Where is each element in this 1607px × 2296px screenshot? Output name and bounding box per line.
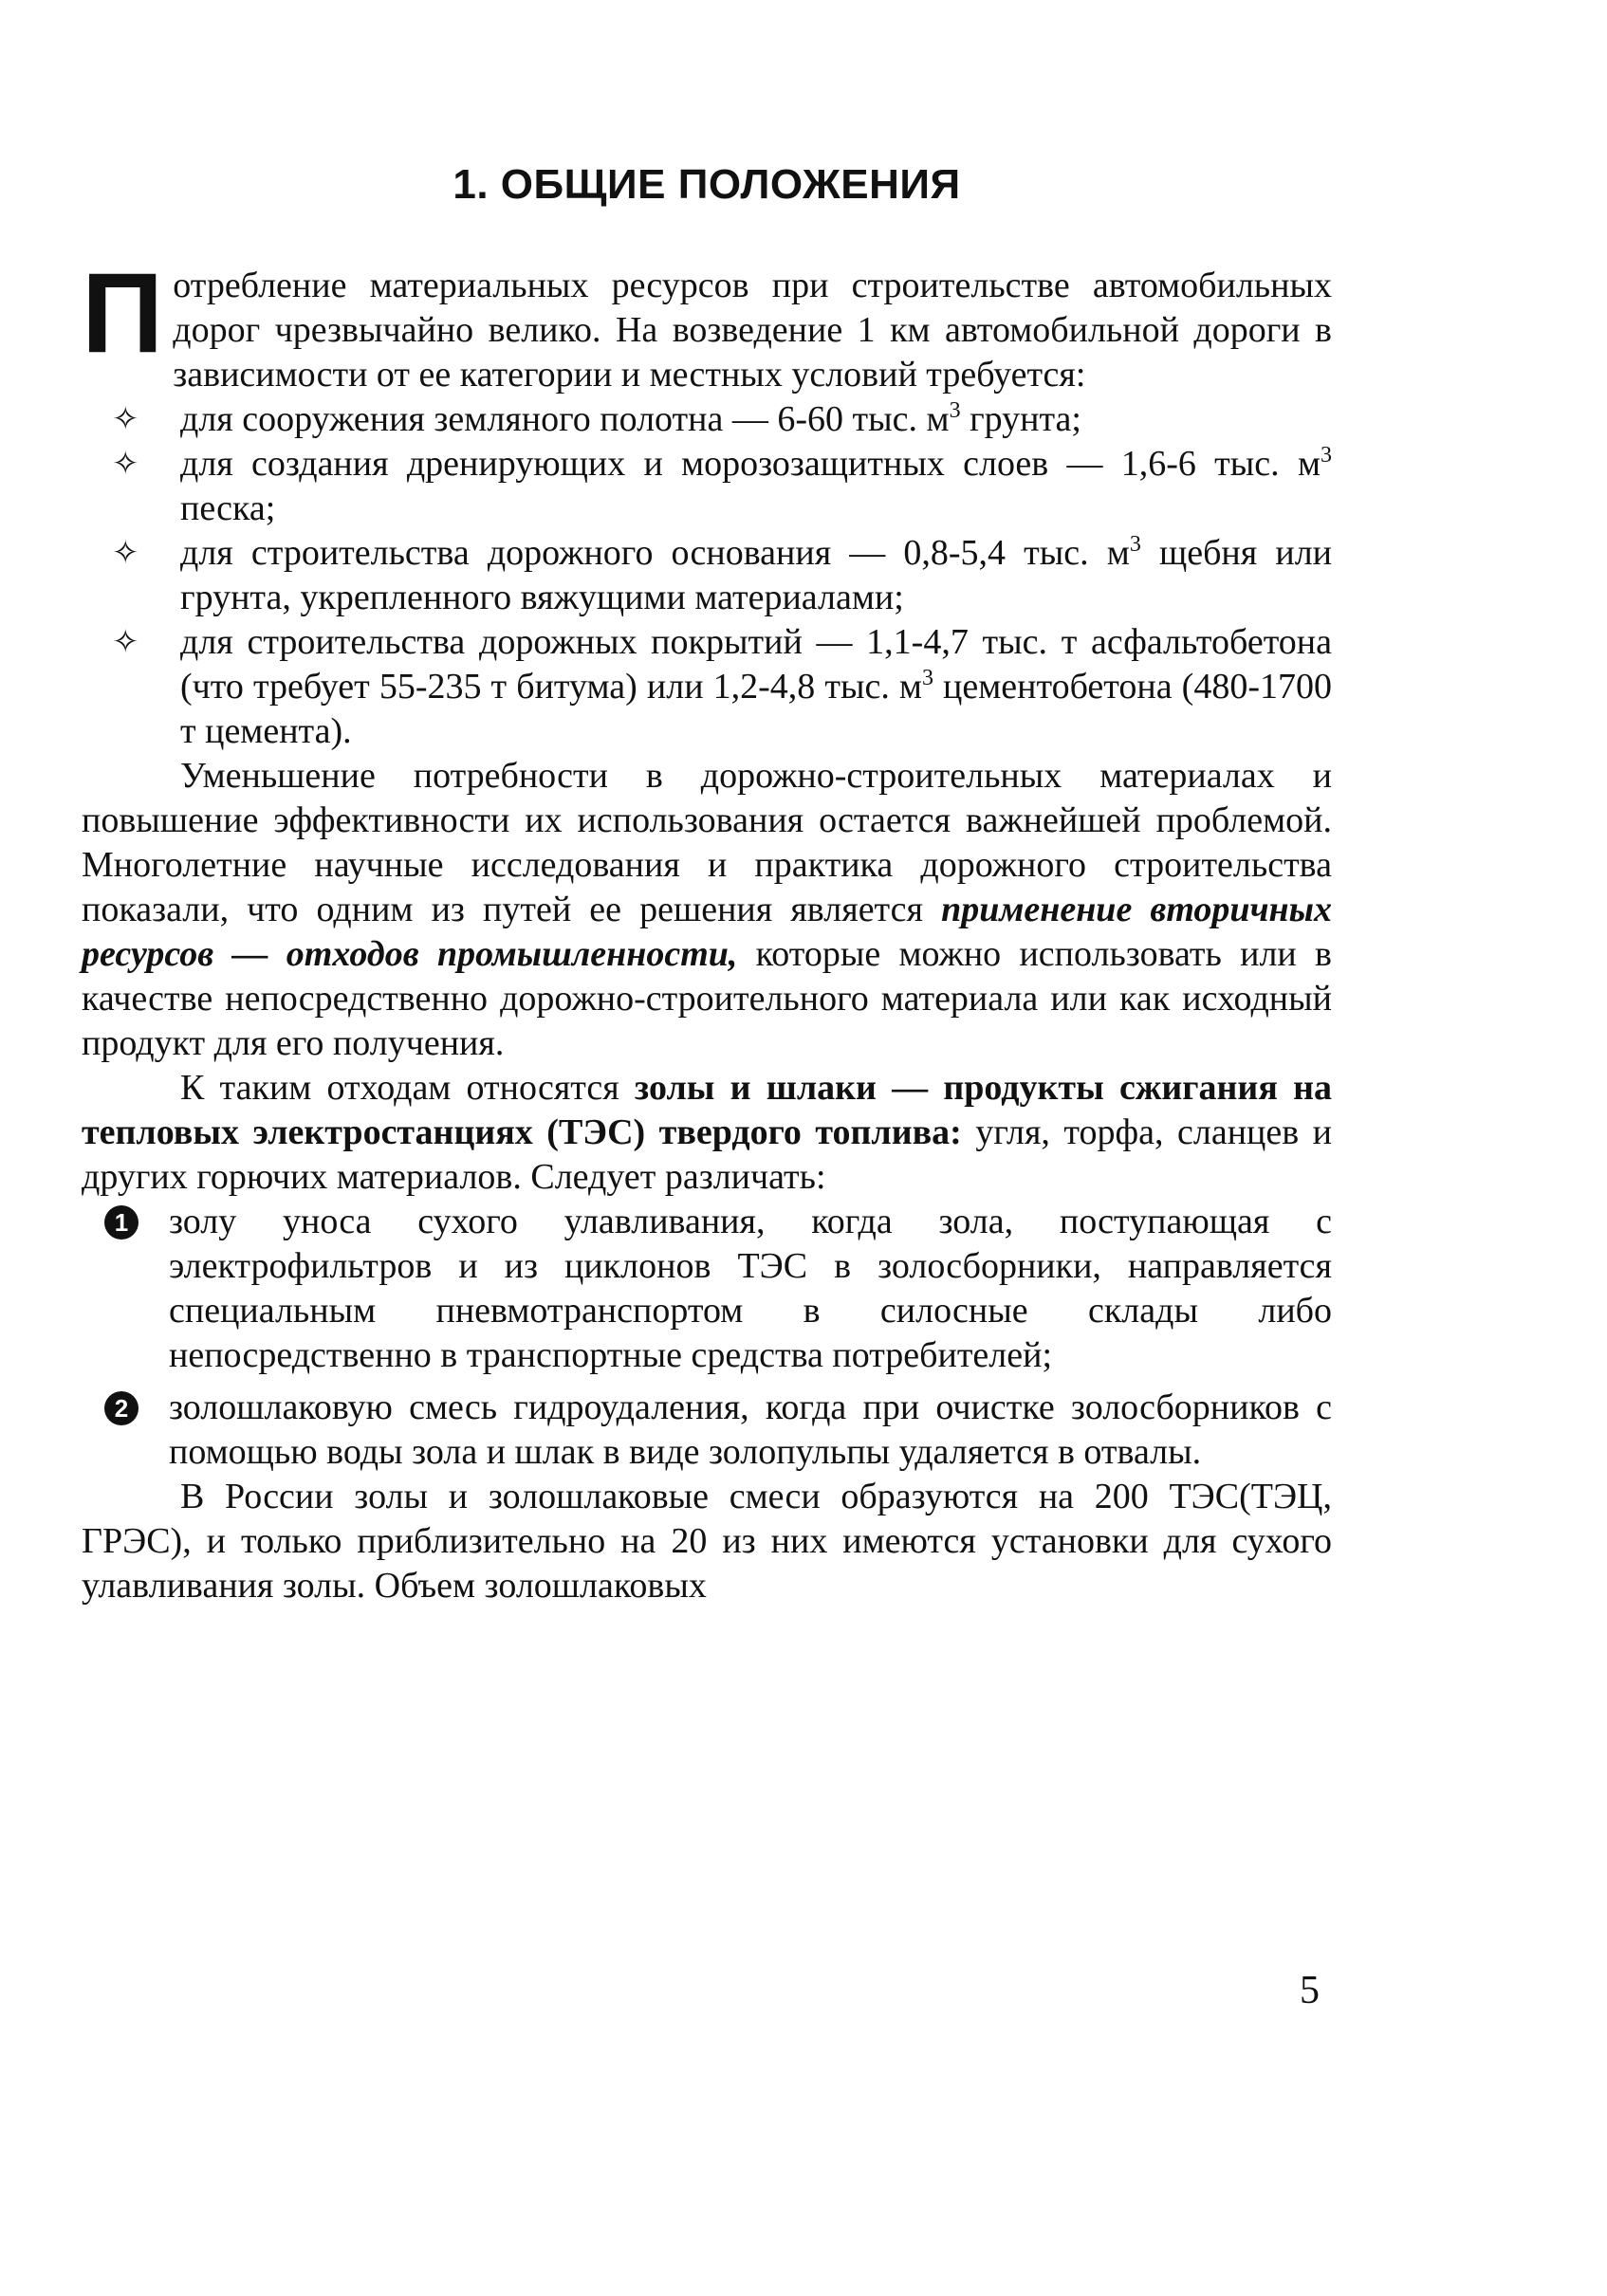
item-text: для строительства дорожного основания — 0,8-5,4 тыс. м <box>180 533 1130 573</box>
item-text-tail: щебня или грунта, укрепленного вяжущими материалами; <box>180 533 1332 617</box>
paragraph-text-tail: угля, торфа, сланцев и других горючих материалов. Следует различать: <box>82 1112 1333 1197</box>
item-text: для сооружения земляного полотна — 6-60 тыс. м <box>180 399 950 439</box>
section-heading: 1. ОБЩИЕ ПОЛОЖЕНИЯ <box>453 161 961 208</box>
item-text-tail: песка; <box>180 488 276 528</box>
item-text: для строительства дорожных покрытий — 1,1-4,7 тыс. т асфальтобетона (что требует 55-235 т битума) или 1,2-4,8 тыс. м <box>180 622 1332 707</box>
list-item <box>82 531 1332 620</box>
resource-list <box>82 397 1332 754</box>
body-paragraph <box>82 754 1332 1066</box>
drop-cap: П <box>82 249 164 377</box>
item-text: золу уноса сухого улавливания, когда зола, поступающая с электрофильтров и из циклонов ТЭС в золосборники, направляется специальным пневмотранспортом в силосные склады либо непосредственно в транспортные средства потребителей; <box>169 1202 1332 1375</box>
superscript: 3 <box>949 398 961 423</box>
item-text-tail: грунта; <box>960 399 1081 439</box>
four-point-star-icon: ✧ <box>112 400 139 438</box>
number-circle-icon: 1 <box>104 1205 139 1240</box>
four-point-star-icon: ✧ <box>112 623 139 661</box>
list-item <box>82 620 1332 754</box>
list-item <box>82 442 1332 531</box>
item-text: для создания дренирующих и морозозащитных слоев — 1,6-6 тыс. м <box>180 444 1321 484</box>
superscript: 3 <box>1129 532 1141 557</box>
page-content <box>82 161 1332 1608</box>
body-paragraph: В России золы и золошлаковые смеси образуются на 200 ТЭС(ТЭЦ, ГРЭС), и только приблизительно на 20 из них имеются установки для сухого улавливания золы. Объем золошлаковых <box>82 1477 1332 1606</box>
four-point-star-icon: ✧ <box>112 534 139 572</box>
paragraph-text-tail: которые можно использовать или в качестве непосредственно дорожно-строительного материала или как исходный продукт для его получения. <box>82 934 1332 1063</box>
superscript: 3 <box>1321 443 1332 468</box>
numbered-item <box>82 1200 1332 1378</box>
item-text-tail: цементобетона (480-1700 т цемента). <box>180 667 1332 751</box>
paragraph-text: К таким отходам относятся <box>180 1068 635 1108</box>
list-item <box>82 397 1332 442</box>
item-text: золошлаковую смесь гидроудаления, когда при очистке золосборников с помощью воды зола и шлак в виде золопульпы удаляется в отвалы. <box>169 1387 1332 1472</box>
intro-paragraph <box>82 249 1332 397</box>
four-point-star-icon: ✧ <box>112 445 139 483</box>
number-circle-icon: 2 <box>104 1391 139 1425</box>
ash-types-list <box>82 1200 1332 1475</box>
intro-text: отребление материальных ресурсов при строительстве автомобильных дорог чрезвычайно велико. На возведение 1 км автомобильной дороги в зависимости от ее категории и местных условий требуется: <box>173 266 1332 395</box>
paragraph-text: Уменьшение потребности в дорожно-строительных материалах и повышение эффективности их использования остается важнейшей проблемой. Многолетние научные исследования и практика дорожного строительства показали, что одним из путей ее решения является <box>82 756 1332 929</box>
body-paragraph <box>82 1066 1332 1200</box>
page-number: 5 <box>1300 1969 1320 2012</box>
emphasis-text: применение вторичных ресурсов — отходов промышленности, <box>82 890 1332 974</box>
numbered-item <box>82 1386 1332 1475</box>
superscript: 3 <box>921 666 933 690</box>
bold-text: золы и шлаки — продукты сжигания на тепловых электростанциях (ТЭС) твердого топлива: <box>82 1068 1332 1152</box>
